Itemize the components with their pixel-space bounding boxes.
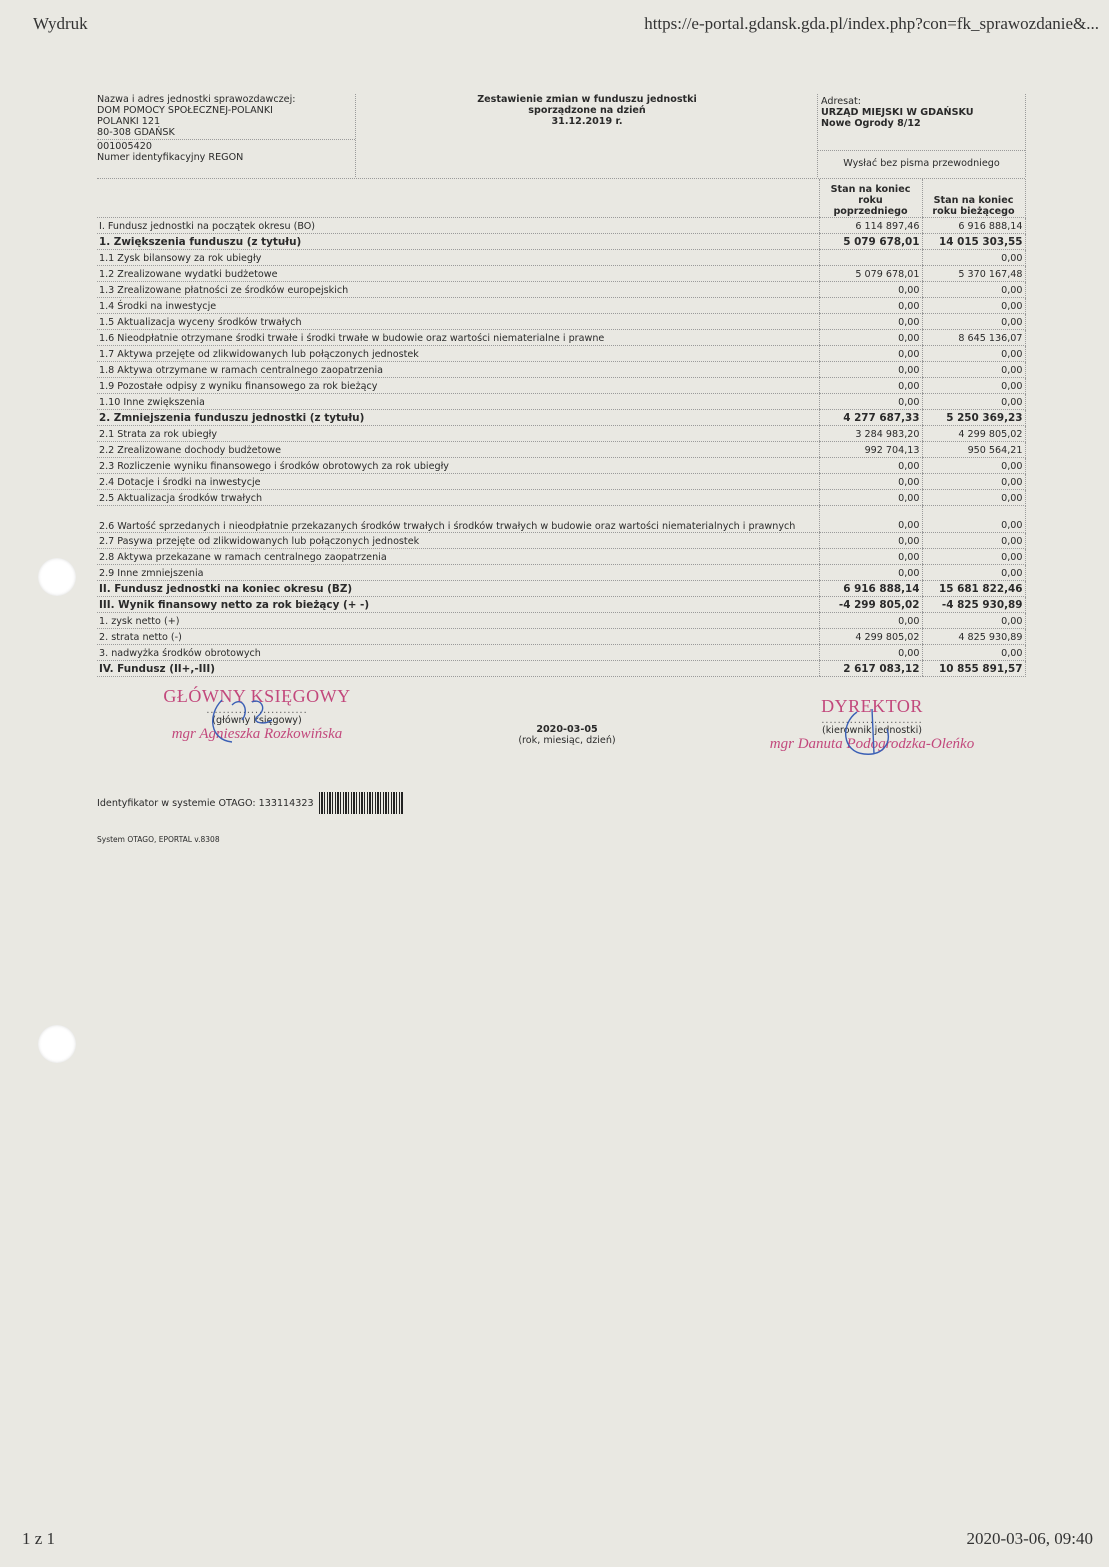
row-curr-value: 8 645 136,07 bbox=[922, 330, 1025, 346]
table-row bbox=[97, 362, 1025, 378]
table-row bbox=[97, 597, 1025, 613]
signature-scribble bbox=[832, 704, 912, 764]
row-curr-value: 0,00 bbox=[922, 298, 1025, 314]
row-prev-value: 5 079 678,01 bbox=[819, 266, 922, 282]
col-prev-header: Stan na koniec roku poprzedniego bbox=[819, 179, 922, 218]
row-curr-value: 4 299 805,02 bbox=[922, 426, 1025, 442]
row-label: 2.4 Dotacje i środki na inwestycje bbox=[97, 474, 819, 490]
row-prev-value: 0,00 bbox=[819, 282, 922, 298]
signature-scribble bbox=[202, 690, 292, 750]
title-line1: Zestawienie zmian w funduszu jednostki bbox=[477, 94, 697, 105]
row-prev-value: 0,00 bbox=[819, 362, 922, 378]
date-block bbox=[497, 724, 637, 746]
table-row bbox=[97, 661, 1025, 677]
row-curr-value: 0,00 bbox=[922, 378, 1025, 394]
no-cover-note: Wysłać bez pisma przewodniego bbox=[818, 150, 1025, 177]
row-label: 1.8 Aktywa otrzymane w ramach centralnego zaopatrzenia bbox=[97, 362, 819, 378]
row-curr-value: 0,00 bbox=[922, 250, 1025, 266]
row-label: 2.8 Aktywa przekazane w ramach centralnego zaopatrzenia bbox=[97, 549, 819, 565]
row-curr-value: 6 916 888,14 bbox=[922, 218, 1025, 234]
entity-block bbox=[97, 94, 356, 177]
print-title: Wydruk bbox=[33, 14, 88, 33]
table-row bbox=[97, 410, 1025, 426]
regon-value: 001005420 bbox=[97, 139, 355, 152]
row-prev-value: 2 617 083,12 bbox=[819, 661, 922, 677]
punch-hole bbox=[38, 1025, 76, 1063]
table-row bbox=[97, 645, 1025, 661]
chief-accountant-caption: (główny księgowy) bbox=[212, 715, 302, 726]
system-version: System OTAGO, EPORTAL v.8308 bbox=[97, 835, 220, 844]
row-curr-value: 950 564,21 bbox=[922, 442, 1025, 458]
row-curr-value: 5 370 167,48 bbox=[922, 266, 1025, 282]
director-stamp: DYREKTOR bbox=[821, 696, 923, 716]
col-curr-header: Stan na koniec roku bieżącego bbox=[922, 179, 1025, 218]
row-label: 3. nadwyżka środków obrotowych bbox=[97, 645, 819, 661]
print-datetime: 2020-03-06, 09:40 bbox=[966, 1529, 1093, 1548]
barcode bbox=[319, 792, 404, 814]
table-row bbox=[97, 629, 1025, 645]
table-row bbox=[97, 218, 1025, 234]
statement-title bbox=[357, 94, 817, 127]
row-prev-value: 0,00 bbox=[819, 613, 922, 629]
print-url: https://e-portal.gdansk.gda.pl/index.php?con=fk_sprawozdanie&... bbox=[644, 14, 1099, 33]
row-label: 1.10 Inne zwiększenia bbox=[97, 394, 819, 410]
row-prev-value: 0,00 bbox=[819, 298, 922, 314]
sign-date: 2020-03-05 bbox=[536, 724, 598, 735]
sign-date-caption: (rok, miesiąc, dzień) bbox=[518, 735, 616, 746]
row-prev-value: 0,00 bbox=[819, 533, 922, 549]
page-number: 1 z 1 bbox=[22, 1529, 56, 1548]
row-label: 2. Zmniejszenia funduszu jednostki (z tytułu) bbox=[97, 410, 819, 426]
row-label: 1.5 Aktualizacja wyceny środków trwałych bbox=[97, 314, 819, 330]
row-label: 1.6 Nieodpłatnie otrzymane środki trwałe i środki trwałe w budowie oraz wartości niematerialne i prawne bbox=[97, 330, 819, 346]
row-curr-value: 0,00 bbox=[922, 458, 1025, 474]
director-signature: DYREKTOR ......................... (kierownik jednostki) mgr Danuta Podogrodzka-Oleńko bbox=[737, 696, 1007, 753]
regon-label: Numer identyfikacyjny REGON bbox=[97, 152, 244, 163]
entity-name: DOM POMOCY SPOŁECZNEJ-POLANKI bbox=[97, 105, 273, 116]
addressee-name: URZĄD MIEJSKI W GDAŃSKU bbox=[821, 107, 974, 118]
row-prev-value: 6 114 897,46 bbox=[819, 218, 922, 234]
row-label: 2.5 Aktualizacja środków trwałych bbox=[97, 490, 819, 506]
row-prev-value: 4 277 687,33 bbox=[819, 410, 922, 426]
row-label: 2.1 Strata za rok ubiegły bbox=[97, 426, 819, 442]
row-label: 1.2 Zrealizowane wydatki budżetowe bbox=[97, 266, 819, 282]
row-label: 2.7 Pasywa przejęte od zlikwidowanych lub połączonych jednostek bbox=[97, 533, 819, 549]
row-label: 2. strata netto (-) bbox=[97, 629, 819, 645]
row-label: 1.9 Pozostałe odpisy z wyniku finansowego za rok bieżący bbox=[97, 378, 819, 394]
row-curr-value: 0,00 bbox=[922, 645, 1025, 661]
row-prev-value: 992 704,13 bbox=[819, 442, 922, 458]
punch-hole bbox=[38, 558, 76, 596]
table-row bbox=[97, 378, 1025, 394]
row-prev-value bbox=[819, 250, 922, 266]
row-prev-value: 0,00 bbox=[819, 549, 922, 565]
table-row bbox=[97, 250, 1025, 266]
row-curr-value: 4 825 930,89 bbox=[922, 629, 1025, 645]
fund-table bbox=[97, 179, 1026, 677]
addressee-label: Adresat: bbox=[821, 96, 861, 107]
signature-area bbox=[97, 686, 1025, 766]
row-label: III. Wynik finansowy netto za rok bieżący (+ -) bbox=[97, 597, 819, 613]
row-prev-value: 4 299 805,02 bbox=[819, 629, 922, 645]
row-label: I. Fundusz jednostki na początek okresu (BO) bbox=[97, 218, 819, 234]
table-row bbox=[97, 298, 1025, 314]
table-row bbox=[97, 565, 1025, 581]
table-row bbox=[97, 426, 1025, 442]
fund-statement bbox=[97, 94, 1025, 677]
table-row bbox=[97, 314, 1025, 330]
director-caption: (kierownik jednostki) bbox=[822, 725, 922, 736]
row-curr-value: 0,00 bbox=[922, 533, 1025, 549]
row-label: 2.2 Zrealizowane dochody budżetowe bbox=[97, 442, 819, 458]
row-prev-value: 0,00 bbox=[819, 378, 922, 394]
table-row bbox=[97, 330, 1025, 346]
row-curr-value: 0,00 bbox=[922, 490, 1025, 506]
row-label: 2.6 Wartość sprzedanych i nieodpłatnie przekazanych środków trwałych i środków trwałych w budowie oraz wartości niematerialnych i prawnych bbox=[97, 506, 819, 533]
row-label: 1. zysk netto (+) bbox=[97, 613, 819, 629]
entity-city: 80-308 GDAŃSK bbox=[97, 127, 175, 138]
row-prev-value: 0,00 bbox=[819, 314, 922, 330]
chief-accountant-name: mgr Agnieszka Rozkowińska bbox=[171, 726, 343, 742]
row-prev-value: 0,00 bbox=[819, 645, 922, 661]
table-row bbox=[97, 282, 1025, 298]
row-curr-value: -4 825 930,89 bbox=[922, 597, 1025, 613]
addressee-block bbox=[817, 94, 1026, 177]
title-line2: sporządzone na dzień bbox=[528, 105, 646, 116]
row-prev-value: 0,00 bbox=[819, 565, 922, 581]
row-prev-value: -4 299 805,02 bbox=[819, 597, 922, 613]
row-prev-value: 3 284 983,20 bbox=[819, 426, 922, 442]
table-row bbox=[97, 346, 1025, 362]
table-row bbox=[97, 549, 1025, 565]
chief-accountant-stamp: GŁÓWNY KSIĘGOWY bbox=[163, 686, 351, 706]
row-label: 1.3 Zrealizowane płatności ze środków europejskich bbox=[97, 282, 819, 298]
column-header-row bbox=[97, 179, 1025, 218]
addressee-street: Nowe Ogrody 8/12 bbox=[821, 118, 921, 129]
row-label: 2.9 Inne zmniejszenia bbox=[97, 565, 819, 581]
row-label: 1.1 Zysk bilansowy za rok ubiegły bbox=[97, 250, 819, 266]
row-prev-value: 0,00 bbox=[819, 330, 922, 346]
row-prev-value: 0,00 bbox=[819, 506, 922, 533]
row-curr-value: 0,00 bbox=[922, 565, 1025, 581]
row-curr-value: 0,00 bbox=[922, 613, 1025, 629]
row-prev-value: 0,00 bbox=[819, 346, 922, 362]
row-curr-value: 5 250 369,23 bbox=[922, 410, 1025, 426]
table-row bbox=[97, 234, 1025, 250]
table-row bbox=[97, 458, 1025, 474]
row-curr-value: 10 855 891,57 bbox=[922, 661, 1025, 677]
table-row bbox=[97, 506, 1025, 533]
row-label: 2.3 Rozliczenie wyniku finansowego i środków obrotowych za rok ubiegły bbox=[97, 458, 819, 474]
statement-header bbox=[97, 94, 1025, 179]
table-row bbox=[97, 533, 1025, 549]
row-curr-value: 15 681 822,46 bbox=[922, 581, 1025, 597]
otago-identifier bbox=[97, 792, 404, 814]
row-curr-value: 14 015 303,55 bbox=[922, 234, 1025, 250]
table-row bbox=[97, 490, 1025, 506]
row-prev-value: 0,00 bbox=[819, 458, 922, 474]
row-label: II. Fundusz jednostki na koniec okresu (BZ) bbox=[97, 581, 819, 597]
row-curr-value: 0,00 bbox=[922, 282, 1025, 298]
row-curr-value: 0,00 bbox=[922, 549, 1025, 565]
chief-accountant-signature: GŁÓWNY KSIĘGOWY ......................... (główny księgowy) mgr Agnieszka Rozkowińska bbox=[132, 686, 382, 743]
row-prev-value: 0,00 bbox=[819, 394, 922, 410]
row-label: 1.4 Środki na inwestycje bbox=[97, 298, 819, 314]
row-label: IV. Fundusz (II+,-III) bbox=[97, 661, 819, 677]
table-row bbox=[97, 266, 1025, 282]
title-date: 31.12.2019 r. bbox=[551, 116, 623, 127]
table-row bbox=[97, 613, 1025, 629]
row-curr-value: 0,00 bbox=[922, 362, 1025, 378]
row-curr-value: 0,00 bbox=[922, 506, 1025, 533]
row-prev-value: 5 079 678,01 bbox=[819, 234, 922, 250]
table-row bbox=[97, 581, 1025, 597]
row-curr-value: 0,00 bbox=[922, 474, 1025, 490]
row-label: 1. Zwiększenia funduszu (z tytułu) bbox=[97, 234, 819, 250]
table-row bbox=[97, 394, 1025, 410]
row-prev-value: 6 916 888,14 bbox=[819, 581, 922, 597]
row-prev-value: 0,00 bbox=[819, 474, 922, 490]
row-label: 1.7 Aktywa przejęte od zlikwidowanych lub połączonych jednostek bbox=[97, 346, 819, 362]
row-prev-value: 0,00 bbox=[819, 490, 922, 506]
table-row bbox=[97, 442, 1025, 458]
row-curr-value: 0,00 bbox=[922, 346, 1025, 362]
director-name: mgr Danuta Podogrodzka-Oleńko bbox=[769, 736, 975, 752]
entity-label: Nazwa i adres jednostki sprawozdawczej: bbox=[97, 94, 296, 105]
row-curr-value: 0,00 bbox=[922, 394, 1025, 410]
entity-street: POLANKI 121 bbox=[97, 116, 161, 127]
otago-label: Identyfikator w systemie OTAGO: 133114323 bbox=[97, 798, 314, 809]
table-row bbox=[97, 474, 1025, 490]
row-curr-value: 0,00 bbox=[922, 314, 1025, 330]
